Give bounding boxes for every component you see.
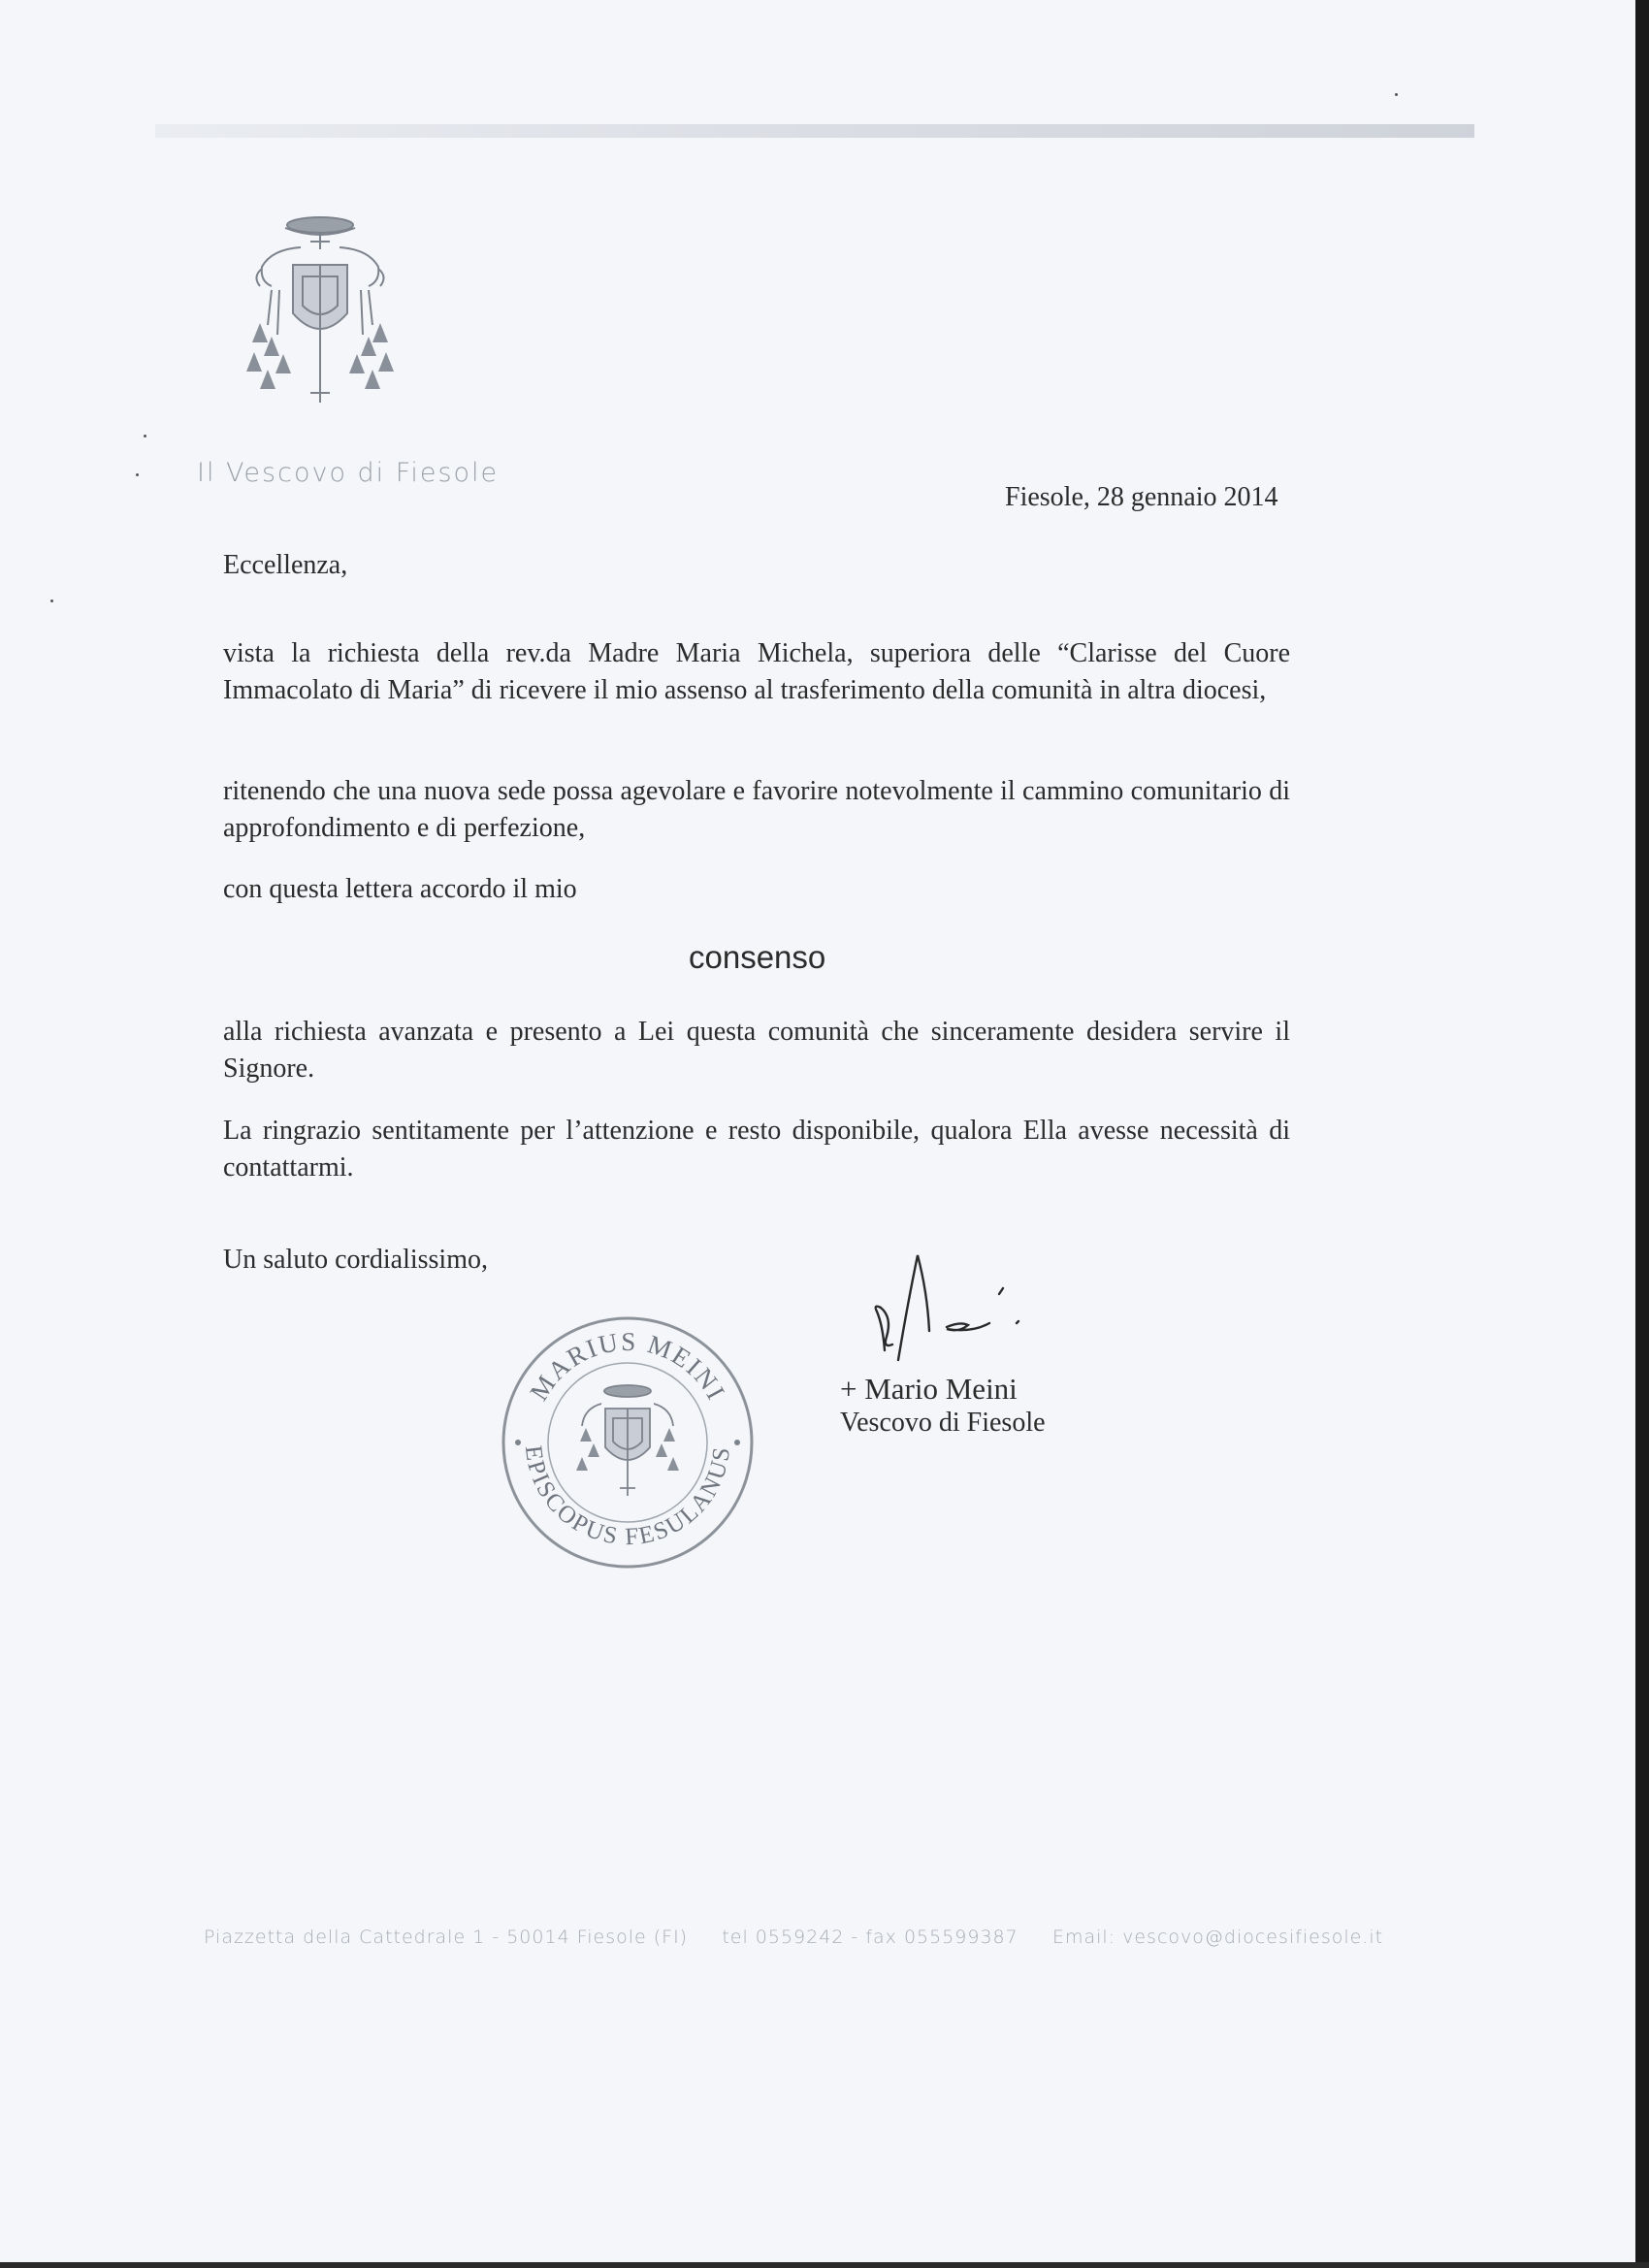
scan-speck (144, 435, 146, 437)
seal-top-text: MARIUS MEINI (524, 1326, 732, 1407)
signer-title: Vescovo di Fiesole (840, 1408, 1046, 1438)
seal-bottom-text: EPISCOPUS FESULANUS (519, 1443, 736, 1551)
letter-closing: Un saluto cordialissimo, (223, 1245, 488, 1275)
scan-speck (136, 473, 139, 476)
letter-paragraph-request: vista la richiesta della rev.da Madre Maria Michela, superiora delle “Clarisse del Cuore Immacolato di Maria” di ricevere il mio assenso al trasferimento della comunità in altra diocesi, (223, 638, 1290, 705)
letter-paragraph-grant: con questa lettera accordo il mio (223, 874, 577, 904)
consent-heading: consenso (689, 939, 826, 975)
letter-paragraph-reasoning: ritenendo che una nuova sede possa agevolare e favorire notevolmente il cammino comunitario di approfondimento e di perfezione, (223, 776, 1290, 843)
letterhead-title: Il Vescovo di Fiesole (197, 458, 500, 488)
scan-speck (1395, 93, 1398, 96)
footer-phone: tel 0559242 - fax 055599387 (722, 1927, 1018, 1948)
letter-date: Fiesole, 28 gennaio 2014 (1005, 482, 1278, 512)
coat-of-arms-emblem (233, 209, 407, 417)
scan-bottom-edge (0, 2262, 1649, 2268)
letter-salutation: Eccellenza, (223, 550, 348, 580)
episcopal-seal-stamp (497, 1312, 759, 1573)
scan-right-edge (1635, 0, 1649, 2268)
footer-address: Piazzetta della Cattedrale 1 - 50014 Fiesole (FI) (204, 1927, 689, 1948)
scan-top-band (155, 124, 1474, 138)
footer-email: Email: vescovo@diocesifiesole.it (1051, 1927, 1384, 1948)
signer-name: + Mario Meini (840, 1372, 1018, 1406)
letter-paragraph-presentation: alla richiesta avanzata e presento a Lei questa comunità che sinceramente desidera servire il Signore. (223, 1017, 1290, 1084)
letterhead-footer (204, 1927, 1383, 1948)
scan-speck (50, 599, 53, 602)
handwritten-signature (854, 1244, 1077, 1370)
letter-paragraph-thanks: La ringrazio sentitamente per l’attenzione e resto disponibile, qualora Ella avesse necessità di contattarmi. (223, 1116, 1290, 1183)
